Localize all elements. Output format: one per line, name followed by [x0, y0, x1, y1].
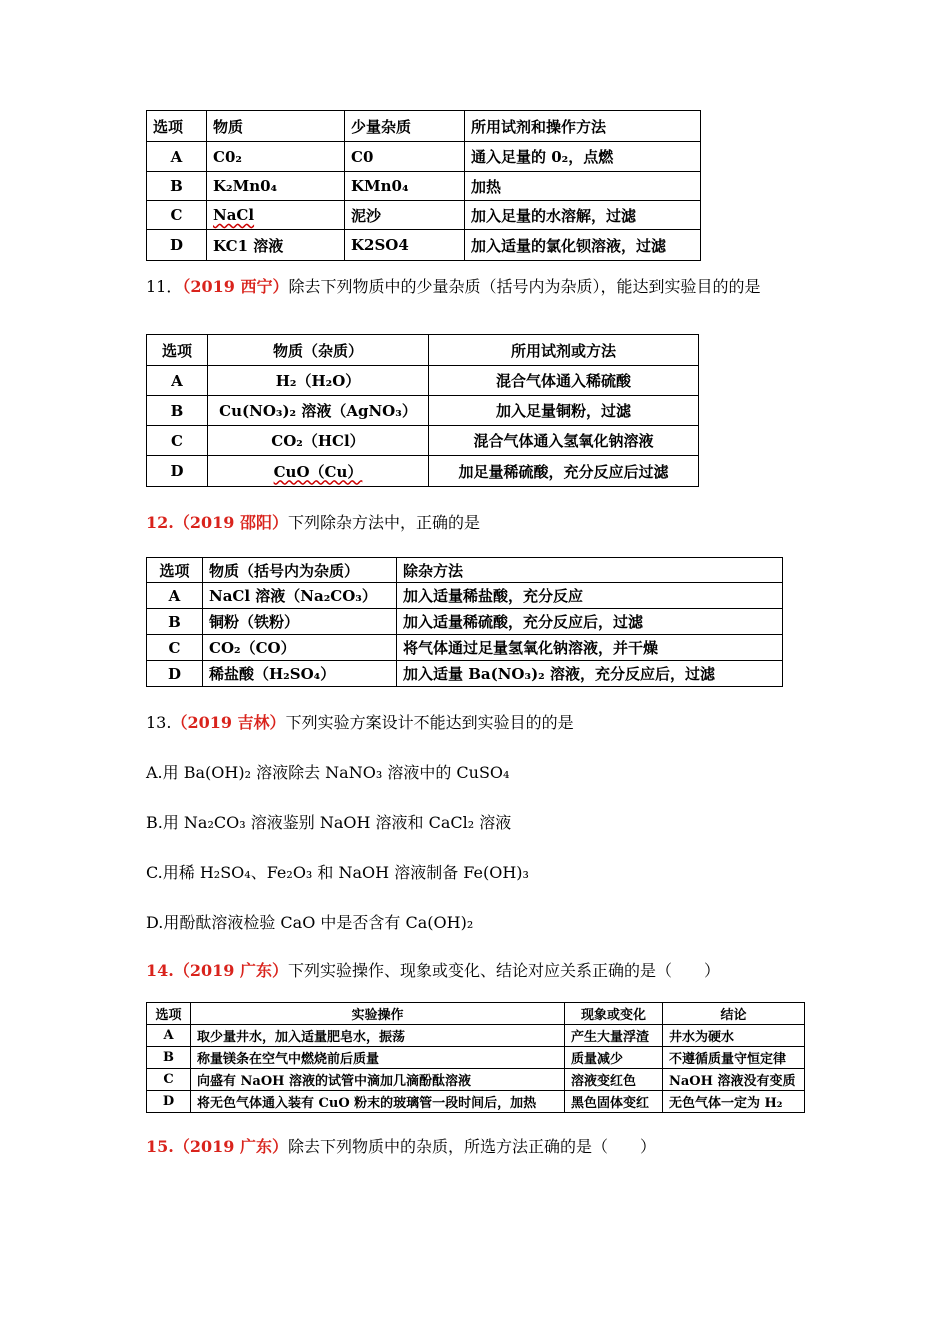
table-cell: A — [147, 142, 207, 172]
table-cell: NaCl 溶液（Na₂CO₃） — [203, 583, 397, 609]
table-header: 除杂方法 — [397, 558, 783, 583]
table-cell: K₂Mn0₄ — [207, 172, 345, 201]
table-cell: A — [147, 583, 203, 609]
table-cell: 通入足量的 0₂，点燃 — [465, 142, 701, 172]
table-cell: 加入足量铜粉，过滤 — [429, 396, 699, 426]
option-a: A.用 Ba(OH)₂ 溶液除去 NaNO₃ 溶液中的 CuSO₄ — [146, 763, 510, 782]
table-cell: 混合气体通入稀硫酸 — [429, 366, 699, 396]
table-header-row — [147, 111, 701, 142]
option-d: D.用酚酞溶液检验 CaO 中是否含有 Ca(OH)₂ — [146, 913, 474, 932]
question-text: 下列实验方案设计不能达到实验目的的是 — [285, 713, 574, 732]
table-header: 选项 — [147, 111, 207, 142]
table-cell: 铜粉（铁粉） — [203, 609, 397, 635]
table-cell: 称量镁条在空气中燃烧前后质量 — [191, 1047, 565, 1069]
table-row — [147, 635, 783, 661]
table-header-row — [147, 335, 699, 366]
table-cell: 不遵循质量守恒定律 — [663, 1047, 805, 1069]
table-cell: 加入适量稀硫酸，充分反应后，过滤 — [397, 609, 783, 635]
table-row — [147, 366, 699, 396]
table-header-row — [147, 558, 783, 583]
table-cell: K2SO4 — [345, 230, 465, 261]
table-header: 所用试剂和操作方法 — [465, 111, 701, 142]
table-cell: CO₂（HCl） — [208, 426, 429, 456]
table-row — [147, 396, 699, 426]
table-cell: 取少量井水，加入适量肥皂水，振荡 — [191, 1025, 565, 1047]
table-cell: C0 — [345, 142, 465, 172]
question-text: 除去下列物质中的少量杂质（括号内为杂质），能达到实验目的的是 — [288, 277, 761, 296]
table-cell: B — [147, 396, 208, 426]
table-cell: H₂（H₂O） — [208, 366, 429, 396]
option-b: B.用 Na₂CO₃ 溶液鉴别 NaOH 溶液和 CaCl₂ 溶液 — [146, 813, 512, 832]
question-number: 14. — [146, 961, 174, 980]
question-14 — [146, 958, 720, 981]
table-cell: A — [147, 366, 208, 396]
question-source: （2019 邵阳） — [173, 513, 288, 532]
table-row — [147, 172, 701, 201]
table-cell: KMn0₄ — [345, 172, 465, 201]
table-cell: B — [147, 1047, 191, 1069]
table-row — [147, 456, 699, 487]
table-cell: C — [147, 635, 203, 661]
question-13 — [146, 710, 574, 733]
table-cell: A — [147, 1025, 191, 1047]
table-cell: CuO（Cu） — [208, 456, 429, 487]
table-header: 选项 — [147, 1003, 191, 1025]
table-cell: NaCl — [207, 201, 345, 230]
question-12 — [146, 510, 480, 533]
table-row — [147, 661, 783, 687]
question-number: 15. — [146, 1137, 174, 1156]
table-row — [147, 142, 701, 172]
question-source: （2019 广东） — [173, 1137, 288, 1156]
question-source: （2019 西宁） — [182, 277, 289, 296]
table-header: 结论 — [663, 1003, 805, 1025]
table-cell: NaOH 溶液没有变质 — [663, 1069, 805, 1091]
question-15 — [146, 1134, 656, 1157]
table-cell: 泥沙 — [345, 201, 465, 230]
question-text: 除去下列物质中的杂质，所选方法正确的是（ ） — [287, 1137, 656, 1156]
table-header: 物质（杂质） — [208, 335, 429, 366]
table-cell: D — [147, 456, 208, 487]
table-row — [147, 583, 783, 609]
table-header: 物质 — [207, 111, 345, 142]
table-row — [147, 1091, 805, 1113]
table-cell: Cu(NO₃)₂ 溶液（AgNO₃） — [208, 396, 429, 426]
table-row — [147, 230, 701, 261]
table-cell: C0₂ — [207, 142, 345, 172]
table-cell: B — [147, 172, 207, 201]
question-number: 13. — [146, 713, 172, 732]
table-cell: 向盛有 NaOH 溶液的试管中滴加几滴酚酞溶液 — [191, 1069, 565, 1091]
table-3 — [146, 557, 783, 687]
table-cell: CO₂（CO） — [203, 635, 397, 661]
question-text: 下列除杂方法中，正确的是 — [287, 513, 480, 532]
table-row — [147, 1069, 805, 1091]
table-cell: KC1 溶液 — [207, 230, 345, 261]
table-cell: 无色气体一定为 H₂ — [663, 1091, 805, 1113]
table-cell: 将无色气体通入装有 CuO 粉末的玻璃管一段时间后，加热 — [191, 1091, 565, 1113]
table-cell: C — [147, 1069, 191, 1091]
table-cell: 混合气体通入氢氧化钠溶液 — [429, 426, 699, 456]
table-header: 选项 — [147, 558, 203, 583]
table-cell: C — [147, 426, 208, 456]
table-header: 所用试剂或方法 — [429, 335, 699, 366]
question-source: （2019 吉林） — [171, 713, 286, 732]
table-cell: 井水为硬水 — [663, 1025, 805, 1047]
table-cell: 稀盐酸（H₂SO₄） — [203, 661, 397, 687]
table-cell: 加足量稀硫酸，充分反应后过滤 — [429, 456, 699, 487]
table-cell: 加入适量 Ba(NO₃)₂ 溶液，充分反应后，过滤 — [397, 661, 783, 687]
table-cell: D — [147, 1091, 191, 1113]
table-cell: 加入适量稀盐酸，充分反应 — [397, 583, 783, 609]
question-number: 11． — [146, 277, 183, 296]
table-cell: D — [147, 230, 207, 261]
table-row — [147, 1025, 805, 1047]
question-11 — [146, 274, 761, 297]
table-row — [147, 1047, 805, 1069]
question-text: 下列实验操作、现象或变化、结论对应关系正确的是（ ） — [287, 961, 720, 980]
table-cell: 加热 — [465, 172, 701, 201]
table-header: 选项 — [147, 335, 208, 366]
table-header: 少量杂质 — [345, 111, 465, 142]
table-4 — [146, 1002, 805, 1113]
table-cell: 加入足量的水溶解，过滤 — [465, 201, 701, 230]
table-header: 实验操作 — [191, 1003, 565, 1025]
table-row — [147, 426, 699, 456]
table-cell: 溶液变红色 — [565, 1069, 663, 1091]
option-c: C.用稀 H₂SO₄、Fe₂O₃ 和 NaOH 溶液制备 Fe(OH)₃ — [146, 863, 529, 882]
table-1 — [146, 110, 701, 261]
question-source: （2019 广东） — [173, 961, 288, 980]
table-row — [147, 201, 701, 230]
table-cell: 将气体通过足量氢氧化钠溶液，并干燥 — [397, 635, 783, 661]
table-cell: B — [147, 609, 203, 635]
table-header-row — [147, 1003, 805, 1025]
table-row — [147, 609, 783, 635]
question-number: 12. — [146, 513, 174, 532]
table-cell: D — [147, 661, 203, 687]
table-header: 物质（括号内为杂质） — [203, 558, 397, 583]
table-cell: C — [147, 201, 207, 230]
table-header: 现象或变化 — [565, 1003, 663, 1025]
table-cell: 质量减少 — [565, 1047, 663, 1069]
table-cell: 黑色固体变红 — [565, 1091, 663, 1113]
table-cell: 产生大量浮渣 — [565, 1025, 663, 1047]
table-cell: 加入适量的氯化钡溶液，过滤 — [465, 230, 701, 261]
table-2 — [146, 334, 699, 487]
